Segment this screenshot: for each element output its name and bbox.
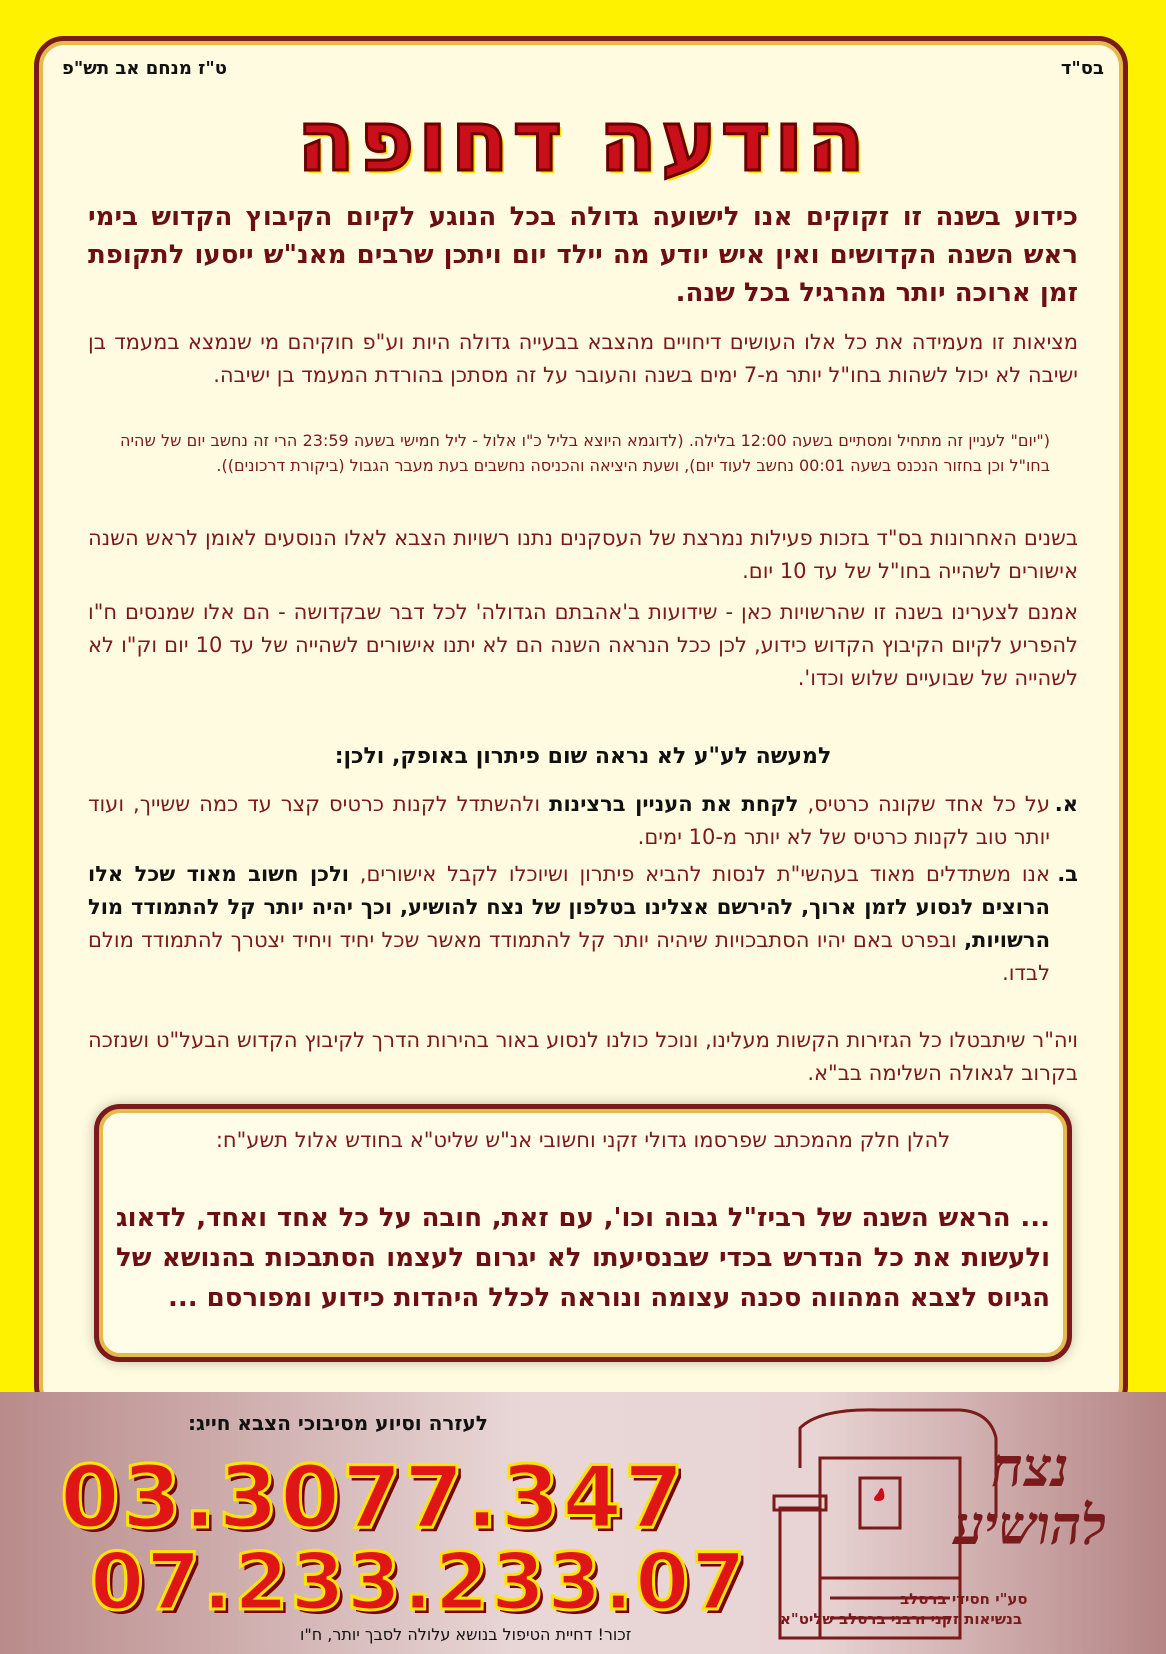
- logo-subtitle-1: סע"י חסידי ברסלב: [900, 1590, 1028, 1608]
- point-alef-bold: לקחת את העניין ברצינות: [549, 792, 799, 816]
- help-label: לעזרה וסיוע מסיבוכי הצבא חייג:: [188, 1411, 488, 1435]
- bsd-label: בס"ד: [1060, 58, 1104, 79]
- practice-heading: למעשה לע"ע לא נראה שום פיתרון באופק, ולכן:: [334, 744, 832, 769]
- quote-text: ... הראש השנה של רביז"ל גבוה וכו', עם זאת, חובה על כל אחד ואחד, לדאוג ולעשות את כל הנדרש בכדי שבנסיעתו לא יגרום לעצמו הסתבכות בהנושא של הגיוס לצבא המהווה סכנה עצומה ונוראה לכלל היהדות כידוע ומפורסם ...: [116, 1203, 1050, 1313]
- date-label: ט"ז מנחם אב תש"פ: [62, 58, 227, 79]
- point-alef-text-2: ולהשתדל לקנות כרטיס קצר עד כמה ששייך, ועוד יותר טוב לקנות כרטיס של לא יותר מ-10 ימים.: [88, 792, 1050, 849]
- point-alef: [88, 788, 1078, 854]
- point-bet-text-2: ובפרט באם יהיו הסתבכויות שיהיה יותר קל להתמודד מאשר שכל יחיד ויחיד יצטרך להתמודד מולם לבדו.: [88, 928, 1050, 985]
- reminder-text: זכור! דחיית הטיפול בנושא עלולה לסבך יותר, ח"ו: [300, 1625, 632, 1644]
- however-paragraph: אמנם לצערינו בשנה זו שהרשויות כאן - שידועות ב'אהבתם הגדולה' לכל דבר שבקדושה - הם אלו שמנסים ח"ו להפריע לקיום הקיבוץ הקדוש כידוע, לכן ככל הנראה השנה הם לא יתנו אישורים לשהייה של עד 10 יום וק"ו לא לשהייה של שבועיים שלוש וכדו'.: [88, 600, 1078, 690]
- point-bet-text-1: אנו משתדלים מאוד בעהשי"ת לנסות להביא פיתרון ושיוכלו לקבל אישורים,: [348, 862, 1050, 886]
- point-alef-text-1: על כל אחד שקונה כרטיס,: [798, 792, 1050, 816]
- logo-subtitle-2: בנשיאות זקני ורבני ברסלב שליט"א: [780, 1610, 1023, 1628]
- point-bet-bold: ולכן חשוב מאוד שכל אלו הרוצים לנסוע לזמן ארוך, להירשם אצלינו בטלפון של נצח להושיע, וכך יהיה יותר קל להתמודד מול הרשויות,: [88, 862, 1050, 952]
- intro-paragraph: כידוע בשנה זו זקוקים אנו לישועה גדולה בכל הנוגע לקיום הקיבוץ הקדוש בימי ראש השנה הקדושים ואין איש יודע מה יילד יום ויתכן שרבים מאנ"ש ייסעו לתקופת זמן ארוכה יותר מהרגיל בכל שנה.: [88, 202, 1078, 308]
- day-definition-note: ("יום" לעניין זה מתחיל ומסתיים בשעה 12:00 בלילה. (לדוגמא היוצא בליל כ"ו אלול - ליל חמישי בשעה 23:59 הרי זה נחשב יום של שהיה בחו"ל וכן בחזור הנכנס בשעה 00:01 נחשב לעוד יום), ושעת היציאה והכניסה נחשבים בעת מעבר הגבול (ביקורת דרכונים)).: [120, 431, 1050, 475]
- page-title: הודעה דחופה: [297, 92, 869, 190]
- closing-paragraph: ויה"ר שיתבטלו כל הגזירות הקשות מעלינו, ונוכל כולנו לנסוע באור בהירות הדרך לקיבוץ הקדוש הבעל"ט ושנזכה בקרוב לגאולה השלימה בב"א.: [88, 1028, 1078, 1085]
- point-alef-marker: א.: [1054, 792, 1078, 816]
- point-bet-marker: ב.: [1057, 862, 1078, 886]
- reality-paragraph: מציאות זו מעמידה את כל אלו העושים דיחויים מהצבא בבעייה גדולה היות וע"פ חוקיהם מי שנמצא במעמד בן ישיבה לא יכול לשהות בחו"ל יותר מ-7 ימים בשנה והעובר על זה מסתכן בהורדת המעמד בן ישיבה.: [88, 330, 1078, 387]
- logo-name-line-2: להושיע: [953, 1493, 1107, 1557]
- logo-name-line-1: נצח: [991, 1435, 1069, 1499]
- recent-years-paragraph: בשנים האחרונות בס"ד בזכות פעילות נמרצת של העסקנים נתנו רשויות הצבא לאלו הנוסעים לאומן לראש השנה אישורים לשהייה בחו"ל של עד 10 יום.: [88, 526, 1078, 583]
- point-bet: [88, 858, 1078, 990]
- logo-name: [930, 1435, 1130, 1557]
- phone-number-1[interactable]: 03.3077.347: [60, 1448, 686, 1548]
- quote-intro: להלן חלק מהמכתב שפרסמו גדולי זקני וחשובי אנ"ש שליט"א בחודש אלול תשע"ח:: [215, 1128, 951, 1152]
- phone-number-2[interactable]: 07.233.233.07: [90, 1538, 748, 1628]
